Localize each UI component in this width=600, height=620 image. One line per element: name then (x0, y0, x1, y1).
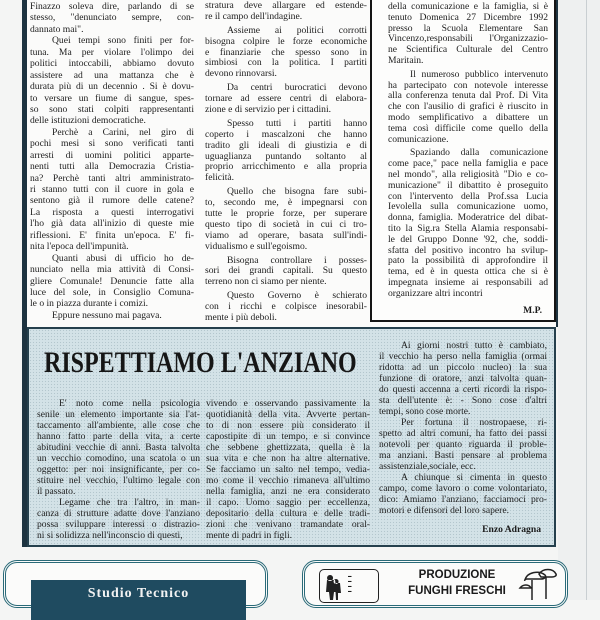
text-line: coperto i mascalzoni che hanno (205, 129, 367, 140)
text-line: ha partecipato con notevole interesse (388, 80, 548, 91)
text-line: hanno fatto parte della vita, a certe (37, 431, 200, 442)
text-line: stratura deve allargare ed estende- (205, 1, 367, 11)
paragraph (379, 472, 547, 516)
text-line: vivendo e osservando passivamente la (206, 398, 370, 409)
text-line: campo, come lavoro o come volontariato, (379, 483, 547, 494)
text-line: assistenziale,sociale, ecc. (379, 461, 476, 472)
text-line: che con l'ausilio di grafici è riuscito in (388, 102, 548, 113)
text-line: La risposta a questi interrogativi (30, 206, 194, 218)
text-line: gliere Comunale! Denuncie fatte alla (30, 275, 194, 287)
text-line: funzione di oratore, anzi talvolta quan- (379, 373, 547, 384)
text-line: Quanti abusi di ufficio ho de- (52, 252, 194, 264)
text-line: politici intoccabili, abbiamo dovuto (30, 58, 194, 70)
article-title: RISPETTIAMO L'ANZIANO (44, 346, 357, 379)
paragraph (205, 1, 367, 23)
article-column-1 (37, 398, 200, 541)
page-margin (558, 0, 600, 600)
text-line: Maritain. (388, 55, 424, 66)
column-left (30, 1, 194, 321)
text-line: terreno non ci siamo per niente. (205, 277, 327, 288)
article-column-3 (379, 340, 547, 516)
text-line: E' noto come nella psicologia (59, 398, 200, 409)
paragraph (205, 187, 367, 252)
text-line: alla conferenza tenuta dal Prof. Di Vita (388, 91, 548, 102)
text-line: to di non essere più considerato il (206, 420, 370, 431)
text-line: tuna. Ma per violare l'olimpo dei (30, 46, 194, 58)
text-line: presso la Scuola Elementare San (388, 23, 548, 34)
text-line: nella famiglia, anzi ne era considerato (206, 486, 370, 497)
paragraph (205, 256, 367, 289)
text-line: Spaziando dalla comunicazione (410, 148, 548, 159)
text-line: come pace," pace nella famiglia e pace (388, 159, 548, 170)
text-line: canza di strutture adatte dove l'anziano (37, 508, 200, 519)
text-line: re il campo dell'indagine. (205, 11, 303, 22)
worker-figure-icon (319, 569, 379, 603)
ad-line-2: FUNGHI FRESCHI (408, 585, 506, 597)
text-line: tornare ad essere centri di elabora- (205, 94, 367, 105)
text-line: l'ho già data all'inizio di queste mie (30, 218, 194, 230)
text-line: Finazzo soleva dire, parlando di se (30, 1, 194, 12)
studio-tecnico-title: Studio Tecnico (31, 580, 246, 620)
paragraph (205, 26, 367, 80)
text-line: Se facciamo un salto nel tempo, vedia- (206, 464, 370, 475)
text-line: municazione" il dibattito è proseguito (388, 180, 548, 191)
text-line: il vecchio ha perso nella famiglia (ormai (379, 351, 547, 362)
text-line: abitudini vecchie di anni. Basta talvolta (37, 442, 200, 453)
text-line: della comunicazione e la famiglia, si è (388, 2, 548, 12)
text-line: modo semplificativo a dibattere un (388, 112, 548, 123)
text-line: tema così difficile come quello della (388, 123, 548, 134)
text-line: tradito gli ideali di giustizia e di (205, 140, 367, 151)
text-line: le o in piazza durante i comizi. (30, 298, 149, 310)
text-line: zioni che venivano tramandate oral- (206, 519, 370, 530)
text-line: con i ricchi e colpisce inesorabil- (205, 302, 367, 313)
text-line: donna, famiglia. Moderatrice del dibat- (388, 213, 548, 224)
text-line: Quello che bisogna fare subi- (227, 187, 367, 198)
text-line: Assieme ai politici corrotti (227, 25, 367, 36)
text-line: oggetto: per noi insignificante, per co- (37, 464, 200, 475)
text-line: Da centri burocratici devono (227, 83, 367, 94)
text-line: Perchè a Carini, nel giro di (52, 126, 194, 138)
paragraph (388, 148, 548, 299)
text-line: mo come il vecchio rimaneva all'ultimo (206, 475, 370, 486)
text-line: sta dell'utente è: - Sono cose d'altri (379, 395, 547, 406)
mushroom-icon (515, 566, 559, 606)
right-signature (388, 302, 548, 316)
text-line: simbiosi con la politica. I partiti (205, 58, 367, 69)
article-signature-wrap (379, 521, 547, 535)
paragraph (30, 127, 194, 253)
text-line: riflessioni. E' finita un'epoca. E' fi- (30, 229, 194, 241)
text-line: Bisogna controllare i posses- (227, 255, 367, 266)
text-line: ri stanno tutti con il cuore in gola e (30, 184, 194, 195)
text-line: pochi mesi si sono verificati tanti (30, 138, 194, 150)
ad-funghi-freschi (302, 560, 568, 608)
text-line: felicità. (205, 173, 235, 184)
text-line: Questo Governo è schierato (227, 291, 367, 302)
text-line: stesso, "denunciato sempre, con- (30, 12, 194, 24)
text-line: so sono stati colpiti rappresentanti (30, 103, 194, 115)
column-middle (205, 1, 367, 324)
article-column-2 (206, 398, 370, 541)
text-line: il passato. (37, 486, 76, 497)
produzione-text (397, 567, 517, 599)
ad-studio-tecnico (3, 560, 268, 608)
text-line: senile un elemento importante sia l'at- (37, 409, 200, 420)
text-line: tempi, sono cose morte. (379, 406, 471, 417)
text-line: con l'intervento della Prof.ssa Lucia (388, 191, 548, 202)
text-line: to, secondo me, è impegnarsi con (205, 198, 367, 209)
text-line: sfatta del positivo incontro ha svilup- (388, 245, 548, 256)
paragraph (205, 83, 367, 116)
text-line: na? Perchè tanti altri amministrato- (30, 172, 194, 184)
text-line: impegnata insieme ai responsabili ad (388, 277, 548, 288)
text-line: quotidianità della vita. Avverte pertan- (206, 409, 370, 420)
text-line: il capo. Uomo saggio per eccellenza, (206, 497, 370, 508)
text-line: vidualismo e sull'egoismo. (205, 241, 308, 252)
text-line: Eppure nessuno mai pagava. (52, 309, 162, 321)
text-line: devono rinnovarsi. (205, 69, 277, 80)
text-line: durata più di un decennio . Si è dovu- (30, 81, 194, 93)
signature-mp: M.P. (523, 305, 542, 316)
paragraph (37, 497, 200, 541)
text-line: Quei tempi sono finiti per for- (52, 35, 194, 47)
text-line: Vincenzo,responsabili l'Organizzazio- (388, 34, 548, 45)
paragraph (388, 2, 548, 67)
text-line: dannato mai". (30, 23, 84, 35)
text-line: Ai giorni nostri tutto è cambiato, (401, 340, 547, 351)
article-signature: Enzo Adragna (482, 524, 541, 535)
paragraph (205, 291, 367, 324)
paragraph (379, 417, 547, 472)
text-line: zione e di servizio per i cittadini. (205, 105, 332, 116)
paragraph (206, 398, 370, 541)
text-line: sentono già il rumore delle catene? (30, 195, 194, 207)
text-line: assistere ad una mattanza che è (30, 69, 194, 81)
text-line: comunicazione. (388, 134, 449, 145)
text-line: le del Gruppo Donne '92, che, soddi- (388, 234, 548, 245)
text-line: notevoli per quanto riguarda il proble- (379, 439, 547, 450)
text-line: taccamento all'ambiente, alle cose che (37, 420, 200, 431)
text-line: delle istituzioni democratiche. (30, 115, 146, 127)
text-line: pato la possibilità di approfondire il (388, 256, 548, 267)
text-line: Ievolella sulla comunicazione uomo, (388, 202, 548, 213)
text-line: nunciato nella mia attività di Consi- (30, 264, 194, 276)
text-line: e finanziarie che spesso sono in (205, 47, 367, 58)
ad-line-1: PRODUZIONE (418, 569, 496, 581)
paragraph (30, 35, 194, 127)
paragraph (30, 310, 194, 321)
text-line: Legame che tra l'altro, in man- (59, 497, 200, 508)
text-line: mente di padri in figli. (206, 530, 293, 541)
column-right (388, 2, 548, 300)
paragraph (30, 1, 194, 35)
text-line: tito la Sig.ra Stella Alamia responsabi- (388, 223, 548, 234)
text-line: nenti tutti alla Democrazia Cristia- (30, 161, 194, 173)
text-line: dico: Amiamo l'anziano, facciamoci pro- (379, 494, 547, 505)
text-line: motori e difensori del loro sapere. (379, 505, 510, 516)
margin-line (586, 0, 587, 600)
text-line: Il numeroso pubblico intervenuto (410, 69, 548, 80)
text-line: ma anziani. Basti pensare al problema (379, 450, 547, 461)
paragraph (37, 398, 200, 497)
text-line: bisogna colpire le forze economiche (205, 36, 367, 47)
text-line: A chiunque si cimenta in questo (401, 472, 547, 483)
text-line: tenuto Domenica 27 Dicembre 1992 (388, 12, 548, 23)
text-line: mente i più deboli. (205, 313, 277, 324)
text-line: spetto ad altri comuni, ha fatto dei passi (379, 428, 547, 439)
paragraph (205, 119, 367, 184)
paragraph (379, 340, 547, 417)
text-line: ridotta ad un piccolo nucleo) la sua (379, 362, 547, 373)
text-line: capostipite di un tempo, e si convince (206, 431, 370, 442)
text-line: che sebbene ghettizzata, quella è la (206, 442, 370, 453)
text-line: possa sviluppare interessi o distrazio- (37, 519, 200, 530)
text-line: nel mondo", alla religiosità "Dio e co- (388, 169, 548, 180)
text-line: un vecchio comodino, una scatola o un (37, 453, 200, 464)
text-line: viamo ad operare, basata sull'indi- (205, 230, 367, 241)
text-line: questo tipo di società in cui ci tro- (205, 219, 367, 230)
text-line: stituire nel vecchio, l'ultimo legale con (37, 475, 200, 486)
text-line: nita l'epoca dell'impunità. (30, 241, 129, 253)
text-line: do questi accenna a certi ricordi la rispo- (379, 384, 547, 395)
text-line: tutte le proprie forze, per superare (205, 209, 367, 220)
text-line: Spesso tutti i partiti hanno (227, 118, 367, 129)
text-line: sori dei grandi capitali. Su questo (205, 266, 367, 277)
text-line: ne Scientifica Culturale del Centro (388, 45, 548, 56)
text-line: proprio arricchimento e alla propria (205, 162, 367, 173)
text-line: organizzare altri incontri (388, 288, 483, 299)
text-line: arresti di uomini politici apparte- (30, 149, 194, 161)
text-line: depositario della cultura e delle tradi- (206, 508, 370, 519)
text-line: Per fortuna il nostropaese, ri- (401, 417, 547, 428)
paragraph (388, 70, 548, 146)
text-line: sua vita e che non ha altre alternative. (206, 453, 370, 464)
text-line: ni si solidizza nell'inconscio di questi, (37, 530, 183, 541)
paragraph (30, 253, 194, 310)
text-line: tema, ed è in questa ottica che si è (388, 267, 548, 278)
text-line: luce del sole, in Consiglio Comuna- (30, 286, 194, 298)
text-line: uguaglianza puntando soltanto al (205, 151, 367, 162)
text-line: to versare un fiume di sangue, spes- (30, 92, 194, 104)
logo-lettering: ▬ ▬ ▬ ▬ (348, 574, 352, 593)
